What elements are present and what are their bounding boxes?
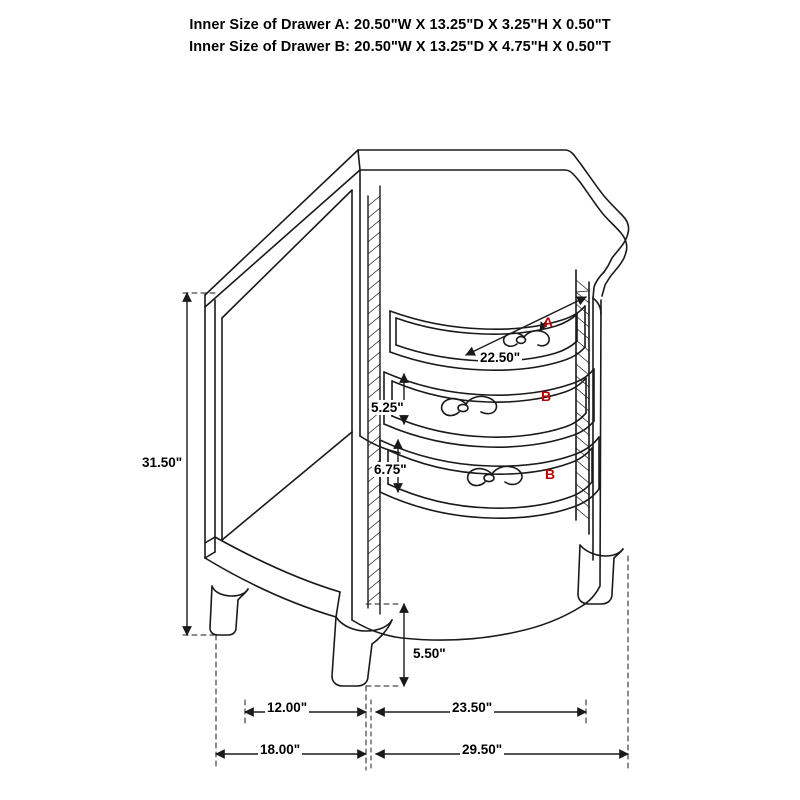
dim-label-side-depth-front: 12.00" <box>267 700 308 715</box>
dim-label-side-depth-total: 18.00" <box>260 742 301 757</box>
dim-label-front-width: 23.50" <box>452 700 493 715</box>
dim-label-top-width: 22.50" <box>480 350 521 365</box>
drawer-tag-b-bottom: B <box>545 466 556 482</box>
dim-label-drawer-a-face: 5.25" <box>371 400 404 415</box>
bottom-drawer-b <box>380 437 599 518</box>
right-fluting-texture <box>576 280 589 519</box>
bottom-drawer-handle <box>468 466 522 485</box>
dimension-arrows <box>187 293 628 768</box>
dim-label-overall-height: 31.50" <box>142 455 183 470</box>
extension-lines <box>183 293 628 770</box>
drawer-tag-b-middle: B <box>541 388 552 404</box>
drawer-b-spec-line: Inner Size of Drawer B: 20.50"W X 13.25"D X 4.75"H X 0.50"T <box>189 39 611 56</box>
leg-front-left <box>210 586 248 635</box>
leg-front-center <box>332 617 392 686</box>
case-top-surface <box>205 150 629 307</box>
case-right-edge <box>576 270 601 534</box>
middle-drawer-b <box>384 369 594 447</box>
dim-label-total-width: 29.50" <box>462 742 503 757</box>
drawer-tag-a: A <box>543 314 554 330</box>
case-left-side <box>205 190 352 558</box>
dim-label-drawer-b-face: 6.75" <box>374 462 407 477</box>
dim-label-leg-clearance: 5.50" <box>413 646 446 661</box>
middle-drawer-handle <box>442 396 497 415</box>
base-rail <box>205 537 340 617</box>
drawer-a-spec-line: Inner Size of Drawer A: 20.50"W X 13.25"D X 3.25"H X 0.50"T <box>189 17 611 33</box>
